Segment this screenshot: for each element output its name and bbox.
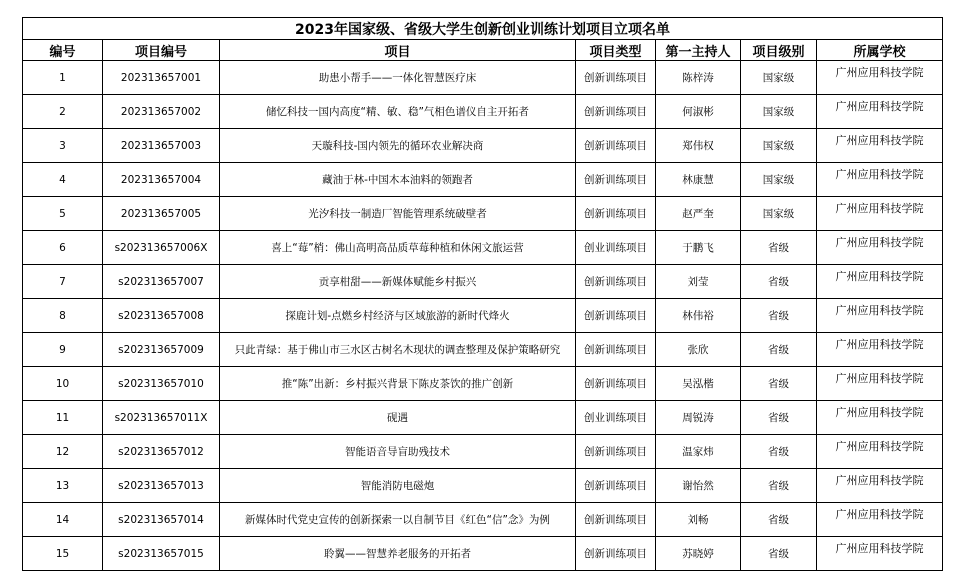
cell-no: 10 [23,367,103,401]
table-body [23,61,943,571]
cell-project-type: 创新训练项目 [576,163,656,197]
cell-project-code: s202313657010 [103,367,220,401]
cell-project-code: s202313657008 [103,299,220,333]
cell-level: 国家级 [741,129,817,163]
header-type: 项目类型 [576,40,656,61]
cell-project-name: 探鹿计划-点燃乡村经济与区域旅游的新时代烽火 [220,299,576,333]
cell-no: 8 [23,299,103,333]
cell-project-type: 创业训练项目 [576,231,656,265]
cell-project-name: 贡享柑甜——新媒体赋能乡村振兴 [220,265,576,299]
cell-project-code: 202313657004 [103,163,220,197]
sheet-title: 2023年国家级、省级大学生创新创业训练计划项目立项名单 [23,18,943,40]
table-row [23,435,943,469]
cell-school: 广州应用科技学院 [817,367,943,401]
header-row [23,40,943,61]
cell-no: 15 [23,537,103,571]
cell-leader: 刘莹 [656,265,741,299]
cell-school: 广州应用科技学院 [817,435,943,469]
cell-project-type: 创新训练项目 [576,333,656,367]
cell-no: 11 [23,401,103,435]
cell-school: 广州应用科技学院 [817,333,943,367]
cell-level: 省级 [741,435,817,469]
cell-leader: 何淑彬 [656,95,741,129]
cell-no: 7 [23,265,103,299]
cell-leader: 林伟裕 [656,299,741,333]
cell-project-type: 创新训练项目 [576,367,656,401]
cell-leader: 吴泓楷 [656,367,741,401]
cell-project-code: s202313657009 [103,333,220,367]
cell-project-code: s202313657013 [103,469,220,503]
cell-no: 3 [23,129,103,163]
cell-project-code: s202313657012 [103,435,220,469]
cell-project-name: 助患小帮手——一体化智慧医疗床 [220,61,576,95]
cell-project-code: 202313657002 [103,95,220,129]
cell-project-code: s202313657006X [103,231,220,265]
table-row [23,503,943,537]
cell-no: 2 [23,95,103,129]
cell-project-type: 创新训练项目 [576,299,656,333]
cell-school: 广州应用科技学院 [817,197,943,231]
header-project: 项目 [220,40,576,61]
cell-leader: 陈梓涛 [656,61,741,95]
cell-leader: 温家炜 [656,435,741,469]
cell-project-name: 天璇科技-国内领先的循环农业解决商 [220,129,576,163]
cell-level: 国家级 [741,163,817,197]
cell-level: 国家级 [741,197,817,231]
cell-level: 省级 [741,231,817,265]
cell-school: 广州应用科技学院 [817,469,943,503]
cell-project-code: s202313657014 [103,503,220,537]
cell-no: 6 [23,231,103,265]
cell-no: 9 [23,333,103,367]
cell-project-name: 推“陈”出新：乡村振兴背景下陈皮茶饮的推广创新 [220,367,576,401]
cell-leader: 林康慧 [656,163,741,197]
cell-no: 13 [23,469,103,503]
cell-leader: 周锐涛 [656,401,741,435]
table-row [23,333,943,367]
cell-project-name: 智能语音导盲助残技术 [220,435,576,469]
cell-leader: 于鹏飞 [656,231,741,265]
cell-school: 广州应用科技学院 [817,537,943,571]
cell-project-name: 光汐科技一制造厂智能管理系统破壁者 [220,197,576,231]
cell-no: 1 [23,61,103,95]
header-code: 项目编号 [103,40,220,61]
cell-leader: 苏晓婷 [656,537,741,571]
cell-level: 省级 [741,503,817,537]
cell-project-name: 储忆科技一国内高度“精、敏、稳”气相色谱仪自主开拓者 [220,95,576,129]
cell-project-code: s202313657011X [103,401,220,435]
table-row [23,129,943,163]
cell-project-type: 创新训练项目 [576,469,656,503]
cell-level: 省级 [741,367,817,401]
cell-school: 广州应用科技学院 [817,163,943,197]
cell-school: 广州应用科技学院 [817,503,943,537]
table-row [23,61,943,95]
cell-leader: 郑伟权 [656,129,741,163]
cell-school: 广州应用科技学院 [817,95,943,129]
cell-level: 国家级 [741,61,817,95]
cell-project-name: 聆翼——智慧养老服务的开拓者 [220,537,576,571]
table-row [23,197,943,231]
table-row [23,367,943,401]
table-row [23,95,943,129]
cell-no: 14 [23,503,103,537]
cell-project-type: 创业训练项目 [576,401,656,435]
cell-level: 省级 [741,265,817,299]
cell-level: 省级 [741,401,817,435]
table-row [23,265,943,299]
cell-project-code: 202313657005 [103,197,220,231]
cell-project-type: 创新训练项目 [576,95,656,129]
cell-level: 省级 [741,469,817,503]
header-leader: 第一主持人 [656,40,741,61]
cell-project-type: 创新训练项目 [576,435,656,469]
cell-project-type: 创新训练项目 [576,265,656,299]
cell-leader: 刘畅 [656,503,741,537]
header-school: 所属学校 [817,40,943,61]
cell-leader: 谢怡然 [656,469,741,503]
cell-school: 广州应用科技学院 [817,61,943,95]
header-no: 编号 [23,40,103,61]
cell-level: 省级 [741,333,817,367]
cell-school: 广州应用科技学院 [817,231,943,265]
table-row [23,299,943,333]
cell-project-code: s202313657015 [103,537,220,571]
cell-school: 广州应用科技学院 [817,129,943,163]
cell-project-name: 藏油于林-中国木本油料的领跑者 [220,163,576,197]
cell-no: 12 [23,435,103,469]
cell-project-name: 智能消防电磁炮 [220,469,576,503]
table-row [23,401,943,435]
cell-project-type: 创新训练项目 [576,129,656,163]
cell-school: 广州应用科技学院 [817,299,943,333]
cell-project-name: 砚遇 [220,401,576,435]
table-row [23,537,943,571]
cell-school: 广州应用科技学院 [817,401,943,435]
cell-level: 省级 [741,537,817,571]
cell-level: 国家级 [741,95,817,129]
cell-project-type: 创新训练项目 [576,61,656,95]
cell-project-type: 创新训练项目 [576,537,656,571]
cell-project-name: 只此青绿：基于佛山市三水区古树名木现状的调查整理及保护策略研究 [220,333,576,367]
header-level: 项目级别 [741,40,817,61]
table-row [23,163,943,197]
title-row [23,18,943,40]
cell-leader: 张欣 [656,333,741,367]
cell-project-type: 创新训练项目 [576,197,656,231]
cell-project-type: 创新训练项目 [576,503,656,537]
cell-no: 4 [23,163,103,197]
cell-leader: 赵严奎 [656,197,741,231]
table-row [23,231,943,265]
cell-project-code: s202313657007 [103,265,220,299]
cell-project-name: 新媒体时代党史宣传的创新探索一以自制节目《红色“信”念》为例 [220,503,576,537]
cell-project-code: 202313657001 [103,61,220,95]
cell-level: 省级 [741,299,817,333]
cell-project-code: 202313657003 [103,129,220,163]
cell-no: 5 [23,197,103,231]
cell-school: 广州应用科技学院 [817,265,943,299]
cell-project-name: 喜上“莓”梢：佛山高明高品质草莓种植和休闲文旅运营 [220,231,576,265]
project-list-table [22,17,943,571]
table-row [23,469,943,503]
